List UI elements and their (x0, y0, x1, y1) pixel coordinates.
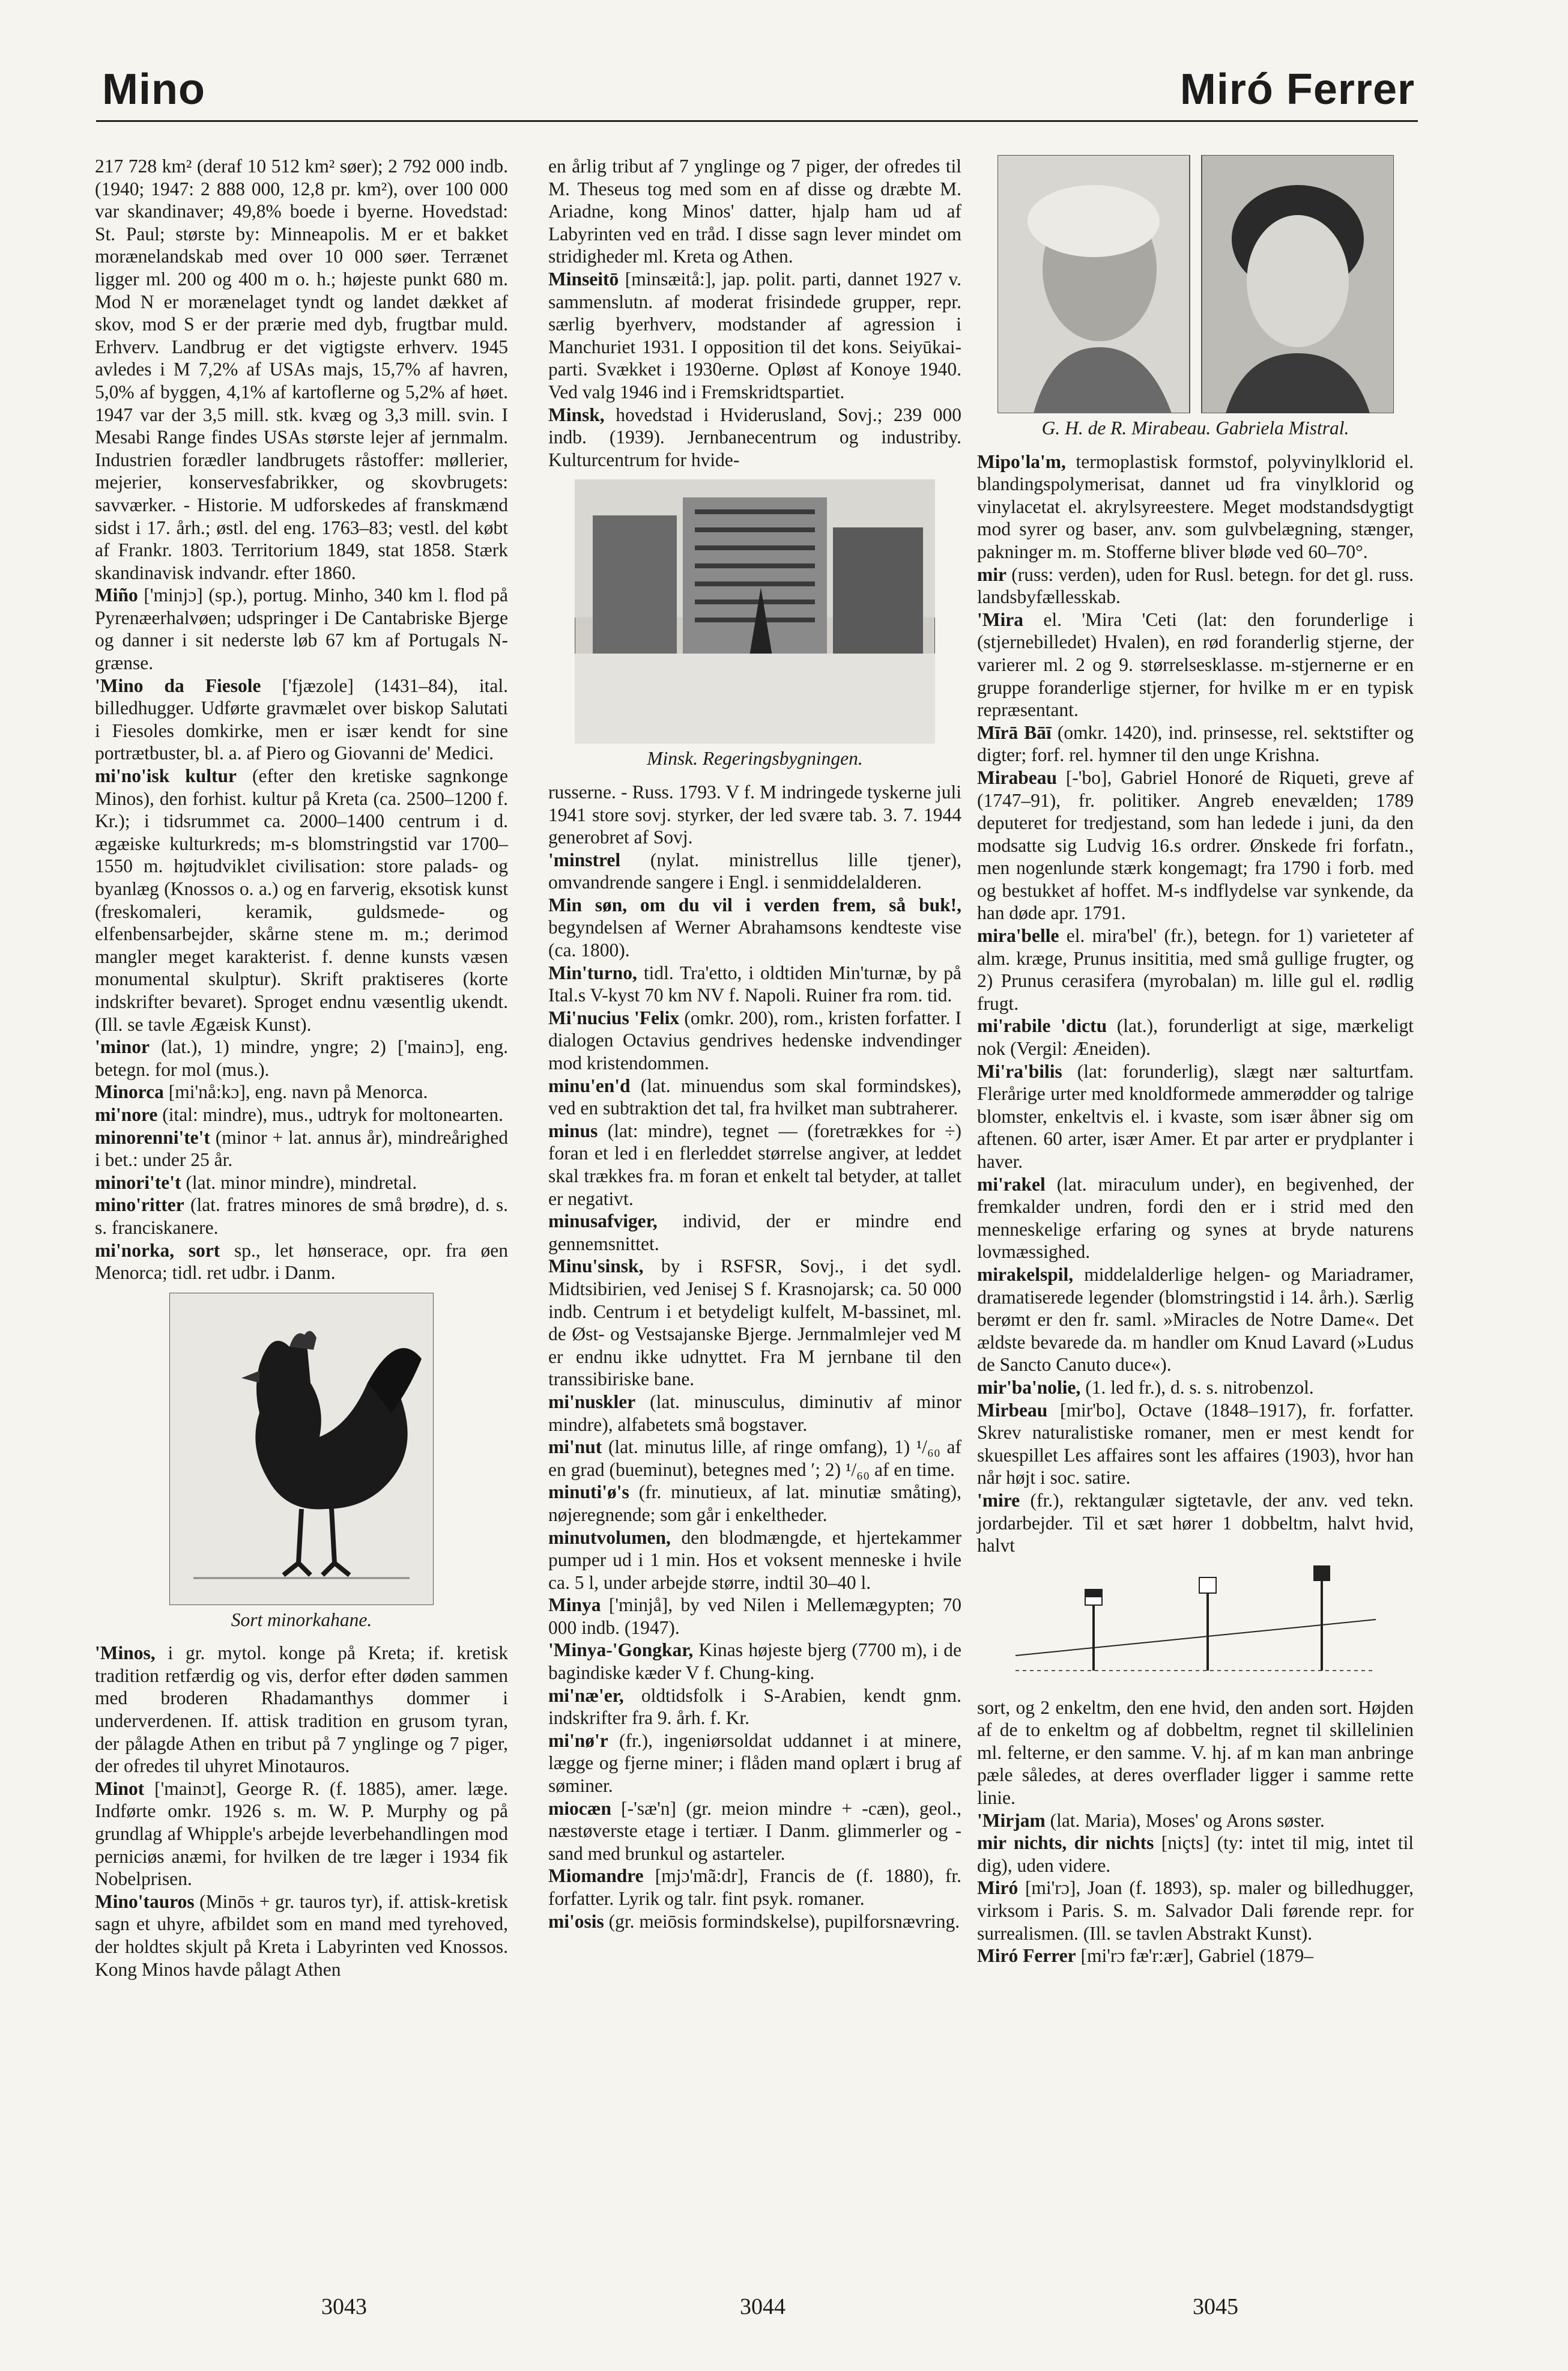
running-head-left: Mino (102, 65, 205, 114)
entry-mire-cont: sort, og 2 enkeltm, den ene hvid, den anden sort. Højden af de to enkeltm og af dobbeltm, regnet til skillelinien ml. felterne, er den samme. V. hj. af m kan man anbringe pæle således, at deres overflader ligger i samme rette linie. (977, 1696, 1414, 1809)
entry-mira: 'Mira el. 'Mira 'Ceti (lat: den forunderlige i (stjernebilledet) Hvalen), en rød foranderlig stjerne, der varierer ml. 2 og 9. størrelsesklasse. m-stjernerne er en gruppe foranderlige stjerner, for hvilke m er en typisk repræsentant. (977, 609, 1414, 721)
entry-minoisk-kultur: mi'no'isk kultur (efter den kretiske sagnkonge Minos), den forhist. kultur på Kreta (ca. 2500–1200 f. Kr.); i tidsrummet ca. 2000–1400 centrum i d. ægæiske kulturkreds; m-s blomstringstid var 1700–1550 m. højtudviklet civilisation: store palads- og byanlæg (Knossos o. a.) og en farverig, eksotisk kunst (freskomaleri, keramik, guldsmede- og elfenbensarbejder, skårne stene m. m.; derimod mangler meget karakterist. f. denne kunsts væsen monumental skulptur). Skrift praktiseres (korte indskrifter bevaret). Sproget endnu væsentlig ukendt. (Ill. se tavle Ægæisk Kunst). (95, 765, 509, 1035)
entry-miomandre: Miomandre [mjɔ'mã:dr], Francis de (f. 1880), fr. forfatter. Lyrik og talr. fint psyk. romaner. (548, 1865, 962, 1909)
entry-minoritet: minori'te't (lat. minor mindre), mindretal. (95, 1171, 417, 1193)
entry-minstrel: 'minstrel (nylat. ministrellus lille tjener), omvandrende sangere i Engl. i senmiddelalderen. (548, 849, 961, 893)
column-3 (977, 155, 1414, 1967)
entry-minsk: Minsk, hovedstad i Hviderusland, Sovj.; 239 000 indb. (1939). Jernbanecentrum og industriby. Kulturcentrum for hvide- (548, 404, 961, 470)
entry-miosis: mi'osis (gr. meiōsis formindskelse), pupilforsnævring. (548, 1910, 960, 1932)
page-number-left: 3043 (321, 2294, 367, 2319)
header-rule (96, 120, 1418, 122)
entry-mipolam: Mipo'la'm, termoplastisk formstof, polyvinylklorid el. blandingspolymerisat, dannet ud fra vinylklorid og vinylacetat el. akrylsyreestere. Meget modstandsdygtigt mod syrer og baser, anv. som gulvbelægning, stænger, pakninger m. m. Stofferne bliver bløde ved 60–70°. (977, 451, 1414, 562)
entry-mirbanolie: mir'ba'nolie, (1. led fr.), d. s. s. nitrobenzol. (977, 1376, 1314, 1398)
entry-mirbeau: Mirbeau [mir'bo], Octave (1848–1917), fr. forfatter. Skrev naturalistiske romaner, men er mest kendt for skuespillet Les affaires sont les affaires (1903), hvor han når højt i soc. satire. (977, 1399, 1414, 1489)
entry-minseito: Minseitō [minsæitå:], jap. polit. parti, dannet 1927 v. sammenslutn. af moderat frisindede grupper, repr. særlig byerhverv, modstander af agression i Manchuriet 1931. I opposition til det kons. Seiyūkai-parti. Svækket i 1930erne. Opløst af Konoye 1940. Ved valg 1946 ind i Fremskridtspartiet. (548, 268, 961, 402)
entry-minnesota-cont: 217 728 km² (deraf 10 512 km² søer); 2 792 000 indb. (1940; 1947: 2 888 000, 12,8 pr. km²), over 100 000 var skandinaver; 49,8% boede i byerne. Hovedstad: St. Paul; største by: Minneapolis. M er et bakket morænelandskab med over 10 000 søer. Terrænet ligger ml. 200 og 400 m o. h.; højeste punkt 680 m. Mod N er morænelaget tyndt og landet dækket af skov, mod S er der prærie med dyb, frugtbar muld. Erhverv. Landbrug er det vigtigste erhverv. 1945 avledes i M 7,2% af USAs majs, 15,7% af havren, 5,0% af byggen, 4,1% af kartoflerne og 5,2% af høet. 1947 var der 3,5 mill. stk. kvæg og 3,3 mill. svin. I Mesabi Range findes USAs største lejer af jernmalm. Industrien forædler landbrugets råstoffer: møllerier, mejerier, konservesfabrikker, og skovbrugets: savværker. - Historie. M udforskedes af franskmænd sidst i 17. årh.; østl. del eng. 1763–83; vestl. del købt af Frankr. 1803. Territorium 1849, stat 1858. Stærk skandinavisk indvandr. efter 1860. (95, 156, 508, 583)
portrait-figure (977, 155, 1414, 440)
entry-mirabeau: Mirabeau [-'bo], Gabriel Honoré de Riqueti, greve af (1747–91), fr. politiker. Angreb enevælden; 1789 deputeret for tredjestand, som han ledede i juni, da den modsatte sig Ludvig 16.s ordrer. Ønskede fri forfatn., men nogenlunde stærk kongemagt; fra 1790 i forb. med og bestukket af hoffet. M-s indflydelse var synkende, da han døde apr. 1791. (977, 767, 1414, 924)
entry-minor: 'minor (lat.), 1) mindre, yngre; 2) ['mainɔ], eng. betegn. for mol (mus.). (95, 1036, 508, 1080)
entry-minya: Minya ['minjå], by ved Nilen i Mellemægypten; 70 000 indb. (1947). (548, 1594, 962, 1638)
mire-diagram (1010, 1565, 1382, 1686)
entry-minturno: Min'turno, tidl. Tra'etto, i oldtiden Min'turnæ, by på Ital.s V-kyst 70 km NV f. Napoli. Ruiner fra rom. tid. (548, 962, 962, 1006)
entry-minuend: minu'en'd (lat. minuendus som skal formindskes), ved en subtraktion det tal, fra hvilket man subtraherer. (548, 1075, 961, 1119)
entry-minya-gongkar: 'Minya-'Gongkar, Kinas højeste bjerg (7700 m), i de bagindiske kæder V f. Chung-king. (548, 1639, 961, 1684)
running-head-right: Miró Ferrer (1179, 65, 1415, 114)
mire-diagram-figure (977, 1565, 1414, 1686)
entry-minucius-felix: Mi'nucius 'Felix (omkr. 200), rom., kristen forfatter. I dialogen Octavius gendrives hedenske indvendinger mod kristendommen. (548, 1007, 962, 1074)
entry-mino-da-fiesole: 'Mino da Fiesole ['fjæzole] (1431–84), ital. billedhugger. Udførte gravmælet over biskop Salutati i Fiesoles domkirke, men er især kendt for sine portrætbuster, bl. a. af Piero og Giovanni de' Medici. (95, 675, 508, 764)
entry-mirabelle: mira'belle el. mira'bel' (fr.), betegn. for 1) varieteter af alm. kræge, Prunus insititia, med små gullige frugter, og 2) Prunus cerasifera (myrobalan) m. lille gul el. rødlig frugt. (977, 925, 1414, 1014)
column-2 (548, 155, 961, 1932)
entry-mirakelspil: mirakelspil, middelalderlige helgen- og Mariadramer, dramatiserede legender (blomstringstid i 14. årh.). Særlig berømt er den fr. saml. »Miracles de Notre Dame«. Det ældste bevarede da. m handler om Knud Lavard (»Ludus de Sancto Canuto duce«). (977, 1263, 1414, 1376)
entry-mira-bai: Mīrā Bāī (omkr. 1420), ind. prinsesse, rel. sektstifter og digter; forf. rel. hymner til den unge Krishna. (977, 721, 1414, 766)
entry-minutios: minuti'ø's (fr. minutieux, af lat. minutiæ småting), nøjeregnende; som går i enkeltheder. (548, 1481, 961, 1525)
entry-mire: 'mire (fr.), rektangulær sigtetavle, der anv. ved tekn. jordarbejder. Til et sæt hører 1 dobbeltm, halvt hvid, halvt (977, 1489, 1414, 1556)
entry-minoer: mi'nø'r (fr.), ingeniørsoldat uddannet i at minere, lægge og fjerne miner; i flåden mand oplært i brug af søminer. (548, 1729, 961, 1797)
entry-minuskler: mi'nuskler (lat. minusculus, diminutiv af minor mindre), alfabetets små bogstaver. (548, 1391, 962, 1435)
portrait-photos (997, 155, 1394, 413)
entry-miro: Miró [mi'rɔ], Joan (f. 1893), sp. maler og billedhugger, virksom i Paris. S. m. Salvador Dali førende repr. for surrealismen. (Ill. se tavlen Abstrakt Kunst). (977, 1877, 1414, 1944)
entry-mirjam: 'Mirjam (lat. Maria), Moses' og Arons søster. (977, 1809, 1325, 1831)
entry-miro-ferrer: Miró Ferrer [mi'rɔ fæ'r:ær], Gabriel (1879– (977, 1945, 1314, 1967)
minsk-figure (548, 479, 961, 770)
entry-mirabilis: Mi'ra'bilis (lat: forunderlig), slægt nær salturtfam. Flerårige urter med knoldformede ammerødder og talrige blomster, enkeltvis el. i kvaste, som især åbner sig om aftenen. 60 arter, især Amer. Et par arter er prydplanter i haver. (977, 1060, 1414, 1172)
rooster-illustration (169, 1293, 434, 1605)
rooster-caption: Sort minorkahane. (231, 1609, 372, 1630)
entry-minotauros-cont: en årlig tribut af 7 ynglinge og 7 piger, der ofredes til M. Theseus tog med som en af disse og dræbte M. Ariadne, kong Minos' datter, hjalp ham ud af Labyrinten ved en tråd. I disse sagn lever mindet om stridigheder ml. Kreta og Athen. (548, 156, 961, 267)
entry-minorka: mi'norka, sort sp., let hønserace, opr. fra øen Menorca; tidl. ret udbr. i Danm. (95, 1239, 508, 1284)
entry-mirabile-dictu: mi'rabile 'dictu (lat.), forunderligt at sige, mærkeligt nok (Vergil: Æneiden). (977, 1015, 1414, 1060)
entry-minusinsk: Minu'sinsk, by i RSFSR, Sovj., i det sydl. Midtsibirien, ved Jenisej S f. Krasnojarsk; ca. 50 000 indb. Centrum i et betydeligt kulfelt, M-bassinet, ml. de Øst- og Vestsajanske Bjerge. Jernmalmlejer ved M er endnu ikke udnyttet. Fra M jernbane til den transsibiriske bane. (548, 1255, 961, 1390)
entry-minorca: Minorca [mi'nå:kɔ], eng. navn på Menorca. (95, 1081, 428, 1103)
page-number-middle: 3044 (740, 2294, 786, 2319)
entry-minus: minus (lat: mindre), tegnet — (foretrækkes for ÷) foran et led i en flerleddet størrelse angiver, at leddet skal trækkes fra. m foran et enkelt tal betyder, at tallet er negativt. (548, 1120, 962, 1209)
entry-mino-river: Miño ['minjɔ] (sp.), portug. Minho, 340 km l. flod på Pyrenæerhalvøen; udspringer i De Cantabriske Bjerge og danner i sit nederste løb 67 km af Portugals N-grænse. (95, 584, 509, 674)
entry-miocaen: miocæn [-'sæ'n] (gr. meion mindre + -cæn), geol., næstøverste etage i tertiær. I Danm. glimmerler og -sand med brunkul og astarteler. (548, 1797, 961, 1864)
entry-mir-nichts: mir nichts, dir nichts [niçts] (ty: intet til mig, intet til dig), uden videre. (977, 1832, 1414, 1876)
rooster-figure (95, 1293, 508, 1632)
entry-minore: mi'nore (ital: mindre), mus., udtryk for moltonearten. (95, 1104, 504, 1125)
portrait-caption: G. H. de R. Mirabeau. Gabriela Mistral. (1041, 417, 1349, 439)
entry-mir: mir (russ: verden), uden for Rusl. betegn. for det gl. russ. landsbyfællesskab. (977, 563, 1414, 608)
entry-minusafviger: minusafviger, individ, der er mindre end gennemsnittet. (548, 1210, 962, 1254)
entry-minos: 'Minos, i gr. mytol. konge på Kreta; if. kretisk tradition retfærdig og vis, derfor efter døden sammen med broderen Rhadamanthys dommer i underverdenen. If. attisk tradition en grusom tyran, der pålagde Athen en tribut på 7 ynglinge og 7 piger, der ofredes til uhyret Minotauros. (95, 1642, 508, 1777)
column-1 (95, 155, 508, 1981)
entry-mirakel: mi'rakel (lat. miraculum under), en begivenhed, der fremkalder undren, fordi den er i strid med den menneskelige erfaring og synes at bryde naturens lovmæssighed. (977, 1173, 1414, 1263)
entry-minoritter: mino'ritter (lat. fratres minores de små brødre), d. s. s. franciskanere. (95, 1194, 508, 1238)
entry-minorennitet: minorenni'te't (minor + lat. annus år), mindreårighed i bet.: under 25 år. (95, 1126, 508, 1171)
entry-minutvolumen: minutvolumen, den blodmængde, et hjertekammer pumper ud i 1 min. Hos et voksent menneske i hvile ca. 5 l, under arbejde større, indtil 30–40 l. (548, 1526, 962, 1593)
page-number-right: 3045 (1193, 2294, 1238, 2319)
minsk-photo (575, 479, 935, 744)
entry-minaeer: mi'næ'er, oldtidsfolk i S-Arabien, kendt gnm. indskrifter fra 9. årh. f. Kr. (548, 1684, 962, 1729)
entry-min-son: Min søn, om du vil i verden frem, så buk!, begyndelsen af Werner Abrahamsons kendteste vise (ca. 1800). (548, 894, 961, 961)
entry-minsk-cont: russerne. - Russ. 1793. V f. M indringede tyskerne juli 1941 store sovj. styrker, der led svære tab. 3. 7. 1944 generobret af Sovj. (548, 781, 961, 848)
entry-minot: Minot ['mainɔt], George R. (f. 1885), amer. læge. Indførte omkr. 1926 s. m. W. P. Murphy og på grundlag af Whipple's arbejde leverbehandlingen mod perniciøs anæmi, for hvilken de tre læger i 1934 fik Nobelprisen. (95, 1777, 508, 1890)
minsk-caption: Minsk. Regeringsbygningen. (647, 748, 863, 770)
entry-minotauros: Mino'tauros (Minōs + gr. tauros tyr), if. attisk-kretisk sagn et uhyre, afbildet som en mand med tyrehoved, der holdtes skjult på Kreta i Labyrinten ved Knossos. Kong Minos havde pålagt Athen (95, 1890, 509, 1980)
entry-minut: mi'nut (lat. minutus lille, af ringe omfang), 1) ¹/₆₀ af en grad (bueminut), betegnes med ′; 2) ¹/₆₀ af en time. (548, 1436, 961, 1480)
